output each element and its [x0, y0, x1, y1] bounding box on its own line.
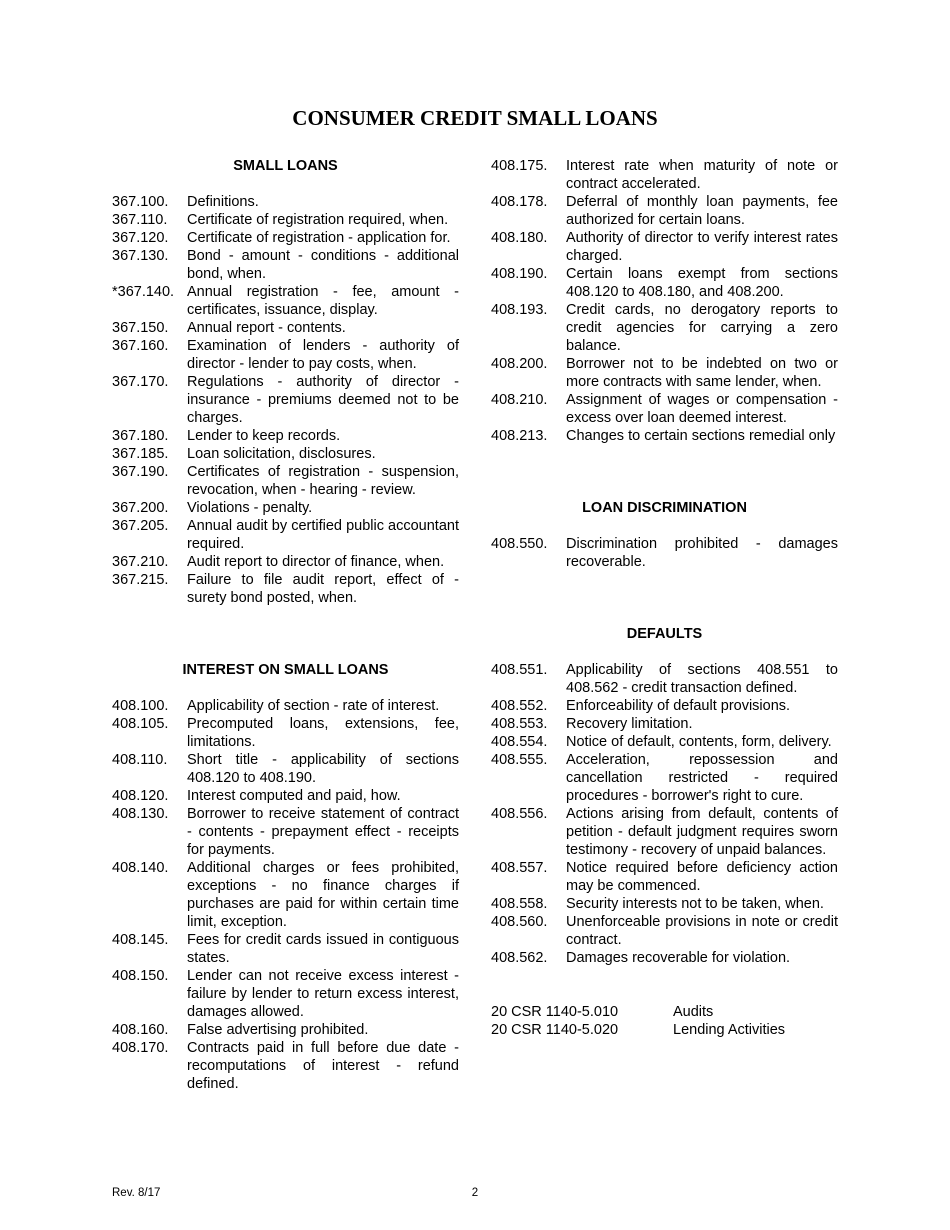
section-entry: [112, 517, 459, 553]
section-number: 408.140.: [112, 860, 169, 876]
section-description: Failure to file audit report, effect of - surety bond posted, when.: [187, 572, 459, 606]
section-entry: [112, 463, 459, 499]
section-entry: [112, 337, 459, 373]
section-entry: [112, 373, 459, 427]
section-description: Unenforceable provisions in note or credit contract.: [566, 914, 838, 948]
section-description: Certificate of registration required, when.: [187, 212, 449, 228]
section-entry: [491, 751, 838, 805]
section-number: 408.554.: [491, 734, 548, 750]
section-entry: [491, 301, 838, 355]
section-number: 367.100.: [112, 194, 169, 210]
section-entry: [112, 571, 459, 607]
section-entry: [112, 283, 459, 319]
section-entry: [491, 157, 838, 193]
section-entry: [491, 697, 838, 715]
section-entry: [112, 211, 459, 229]
regulation-code: 20 CSR 1140-5.010: [491, 1004, 619, 1020]
section-description: Additional charges or fees prohibited, exceptions - no finance charges if purchases are paid for within certain time limit, exception.: [187, 860, 459, 930]
section-description: Annual audit by certified public accountant required.: [187, 518, 459, 552]
section-number: 408.562.: [491, 950, 548, 966]
section-description: Notice required before deficiency action may be commenced.: [566, 860, 838, 894]
section-entry: [112, 229, 459, 247]
section-number: 408.560.: [491, 914, 548, 930]
regulation-row: [491, 1021, 838, 1039]
section-entry: [491, 661, 838, 697]
section-entry: [491, 733, 838, 751]
section-description: Contracts paid in full before due date - recomputations of interest - refund defined.: [187, 1040, 459, 1092]
regulation-row: [491, 1003, 838, 1021]
section-description: Loan solicitation, disclosures.: [187, 446, 376, 462]
section-heading: INTEREST ON SMALL LOANS: [182, 662, 389, 678]
section-description: Assignment of wages or compensation - excess over loan deemed interest.: [566, 392, 838, 426]
section-description: Discrimination prohibited - damages recoverable.: [566, 536, 838, 570]
section-number: 408.557.: [491, 860, 548, 876]
section-heading: LOAN DISCRIMINATION: [582, 500, 747, 516]
section-description: Damages recoverable for violation.: [566, 950, 791, 966]
entry-list: [491, 157, 838, 445]
section-entry: [112, 805, 459, 859]
section-entry: [112, 193, 459, 211]
page-number: 2: [471, 1187, 479, 1199]
section-number: 367.190.: [112, 464, 169, 480]
section-entry: [112, 445, 459, 463]
section-entry: [112, 697, 459, 715]
section-entry: [112, 967, 459, 1021]
section-number: 367.120.: [112, 230, 169, 246]
section-number: *367.140.: [112, 284, 175, 300]
section-entry: [491, 391, 838, 427]
section-description: Credit cards, no derogatory reports to credit agencies for carrying a zero balance.: [566, 302, 838, 354]
section-description: Authority of director to verify interest rates charged.: [566, 230, 838, 264]
left-column: [112, 157, 459, 1093]
section-entry: [491, 193, 838, 229]
section-description: Annual registration - fee, amount - certificates, issuance, display.: [187, 284, 459, 318]
regulation-label: Lending Activities: [673, 1022, 786, 1038]
section-entry: [112, 715, 459, 751]
section-number: 408.200.: [491, 356, 548, 372]
section-description: Borrower not to be indebted on two or more contracts with same lender, when.: [566, 356, 838, 390]
section-entry: [112, 751, 459, 787]
section-number: 408.180.: [491, 230, 548, 246]
section-number: 367.170.: [112, 374, 169, 390]
section-description: Fees for credit cards issued in contiguous states.: [187, 932, 459, 966]
section-entry: [112, 427, 459, 445]
regulation-label: Audits: [673, 1004, 714, 1020]
right-column: [491, 157, 838, 1039]
section-description: Certificate of registration - application for.: [187, 230, 451, 246]
section-entry: [491, 535, 838, 571]
section-entry: [491, 805, 838, 859]
section-entry: [491, 355, 838, 391]
section-number: 408.553.: [491, 716, 548, 732]
section-number: 367.200.: [112, 500, 169, 516]
section-number: 408.555.: [491, 752, 548, 768]
interest-section: [112, 661, 459, 1093]
section-number: 408.175.: [491, 158, 548, 174]
section-description: Recovery limitation.: [566, 716, 693, 732]
section-description: Bond - amount - conditions - additional bond, when.: [187, 248, 459, 282]
section-entry: [112, 1021, 459, 1039]
section-number: 408.213.: [491, 428, 548, 444]
section-entry: [491, 913, 838, 949]
regulations-list: [491, 1003, 838, 1039]
section-number: 408.551.: [491, 662, 548, 678]
discrimination-section: [491, 499, 838, 571]
section-description: Enforceability of default provisions.: [566, 698, 791, 714]
section-entry: [491, 229, 838, 265]
section-number: 408.100.: [112, 698, 169, 714]
section-entry: [112, 499, 459, 517]
section-description: Security interests not to be taken, when.: [566, 896, 824, 912]
small-loans-section: [112, 157, 459, 607]
section-number: 408.130.: [112, 806, 169, 822]
section-description: Violations - penalty.: [187, 500, 313, 516]
section-number: 408.160.: [112, 1022, 169, 1038]
section-description: Lender can not receive excess interest - failure by lender to return excess interest, damages allowed.: [187, 968, 459, 1020]
section-number: 408.210.: [491, 392, 548, 408]
section-description: Changes to certain sections remedial only: [566, 428, 836, 444]
section-description: Certificates of registration - suspension, revocation, when - hearing - review.: [187, 464, 459, 498]
section-number: 408.170.: [112, 1040, 169, 1056]
section-description: Precomputed loans, extensions, fee, limitations.: [187, 716, 459, 750]
section-description: Short title - applicability of sections 408.120 to 408.190.: [187, 752, 459, 786]
section-number: 367.180.: [112, 428, 169, 444]
entry-list: [112, 193, 459, 607]
section-number: 408.556.: [491, 806, 548, 822]
section-number: 408.178.: [491, 194, 548, 210]
section-number: 367.130.: [112, 248, 169, 264]
section-entry: [491, 265, 838, 301]
section-number: 408.552.: [491, 698, 548, 714]
section-number: 408.110.: [112, 752, 168, 768]
section-description: Actions arising from default, contents of petition - default judgment requires sworn testimony - recovery of unpaid balances.: [566, 806, 838, 858]
section-number: 367.215.: [112, 572, 169, 588]
section-number: 408.550.: [491, 536, 548, 552]
section-heading: DEFAULTS: [626, 626, 703, 642]
section-description: Definitions.: [187, 194, 259, 210]
section-entry: [491, 859, 838, 895]
section-number: 367.160.: [112, 338, 169, 354]
section-description: False advertising prohibited.: [187, 1022, 369, 1038]
section-entry: [491, 895, 838, 913]
entry-list: [491, 661, 838, 967]
entry-list: [112, 697, 459, 1093]
section-number: 367.210.: [112, 554, 169, 570]
section-entry: [491, 427, 838, 445]
section-number: 367.110.: [112, 212, 168, 228]
section-entry: [491, 949, 838, 967]
section-description: Interest rate when maturity of note or contract accelerated.: [566, 158, 838, 192]
section-entry: [112, 787, 459, 805]
section-number: 367.185.: [112, 446, 169, 462]
revision-date: Rev. 8/17: [112, 1187, 161, 1199]
section-description: Applicability of section - rate of interest.: [187, 698, 440, 714]
defaults-section: [491, 625, 838, 967]
section-entry: [112, 931, 459, 967]
section-number: 408.558.: [491, 896, 548, 912]
section-number: 408.120.: [112, 788, 169, 804]
page-title: CONSUMER CREDIT SMALL LOANS: [292, 106, 658, 130]
section-entry: [491, 715, 838, 733]
section-description: Regulations - authority of director - insurance - premiums deemed not to be charges.: [187, 374, 459, 426]
section-description: Certain loans exempt from sections 408.120 to 408.180, and 408.200.: [566, 266, 838, 300]
section-description: Applicability of sections 408.551 to 408.562 - credit transaction defined.: [566, 662, 838, 696]
section-number: 408.190.: [491, 266, 548, 282]
section-description: Lender to keep records.: [187, 428, 341, 444]
section-heading: SMALL LOANS: [233, 158, 338, 174]
section-description: Acceleration, repossession and cancellation restricted - required procedures - borrower's right to cure.: [566, 752, 838, 804]
section-number: 408.105.: [112, 716, 169, 732]
section-number: 408.193.: [491, 302, 548, 318]
section-entry: [112, 319, 459, 337]
section-number: 367.150.: [112, 320, 169, 336]
entry-list: [491, 535, 838, 571]
section-number: 367.205.: [112, 518, 169, 534]
regulation-code: 20 CSR 1140-5.020: [491, 1022, 619, 1038]
section-entry: [112, 247, 459, 283]
section-description: Interest computed and paid, how.: [187, 788, 401, 804]
section-description: Annual report - contents.: [187, 320, 346, 336]
section-entry: [112, 859, 459, 931]
section-description: Examination of lenders - authority of director - lender to pay costs, when.: [187, 338, 459, 372]
section-description: Audit report to director of finance, when.: [187, 554, 445, 570]
section-description: Notice of default, contents, form, delivery.: [566, 734, 832, 750]
section-number: 408.145.: [112, 932, 169, 948]
section-description: Deferral of monthly loan payments, fee authorized for certain loans.: [566, 194, 838, 228]
section-description: Borrower to receive statement of contract - contents - prepayment effect - receipts for payments.: [187, 806, 459, 858]
section-number: 408.150.: [112, 968, 169, 984]
section-entry: [112, 553, 459, 571]
section-entry: [112, 1039, 459, 1093]
